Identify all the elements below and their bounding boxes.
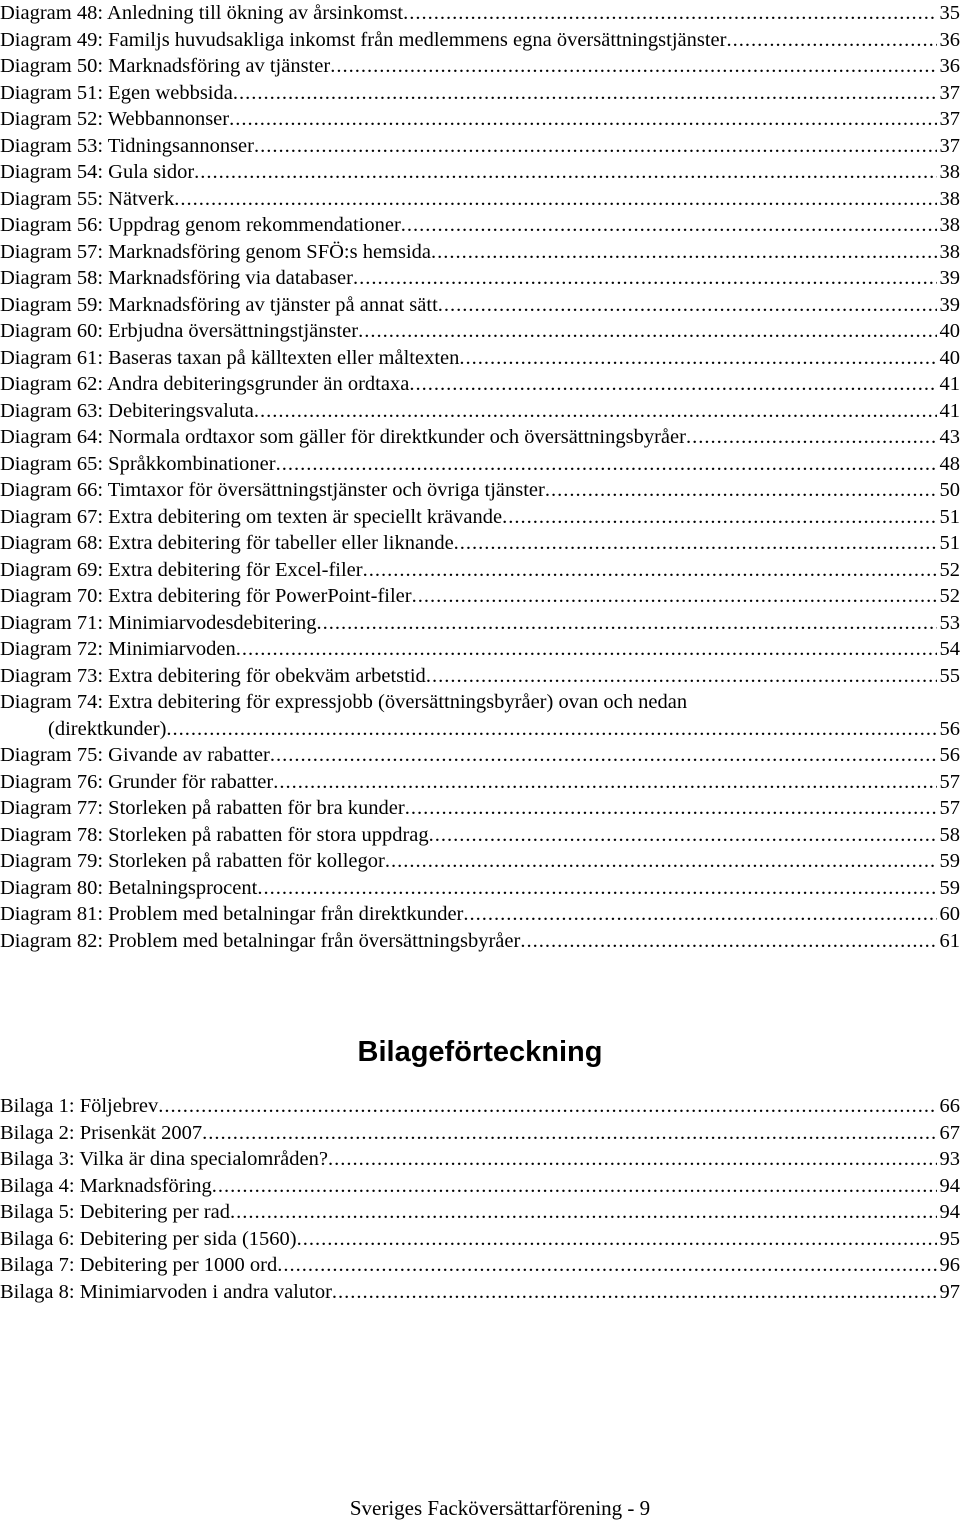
bilaga-entry-page: 97 [939,1280,960,1303]
diagram-entry-page: 41 [939,373,960,395]
dot-leader [459,345,936,372]
dot-leader [686,424,937,451]
diagram-entry-label: Diagram 69: Extra debitering för Excel-filer [0,558,363,581]
diagram-entry-page: 40 [939,346,960,369]
dot-leader [463,901,936,928]
diagram-entry[interactable] [0,451,960,478]
diagram-entry[interactable] [0,663,960,690]
diagram-entry[interactable] [0,901,960,928]
diagram-entry-label: Diagram 78: Storleken på rabatten för stora uppdrag [0,823,429,846]
bilaga-entry-page: 67 [939,1121,960,1144]
bilaga-entry[interactable] [0,1120,960,1147]
diagram-entry-label: Diagram 58: Marknadsföring via databaser [0,267,353,289]
diagram-entry-label: Diagram 56: Uppdrag genom rekommendationer [0,214,401,236]
diagram-entry[interactable] [0,848,960,875]
diagram-entry[interactable] [0,477,960,504]
dot-leader [212,1173,937,1200]
bilaga-entry-page: 94 [939,1174,960,1197]
bilaga-entry[interactable] [0,1226,960,1253]
dot-leader [158,1093,936,1120]
diagram-entry-label: Diagram 76: Grunder för rabatter [0,770,274,793]
diagram-entry-page: 43 [939,426,960,448]
diagram-entry[interactable] [0,0,960,27]
diagram-entry-label: Diagram 60: Erbjudna översättningstjänster [0,320,359,342]
bilaga-entry-page: 95 [939,1227,960,1250]
diagram-entry[interactable] [0,795,960,822]
footer-text: Sveriges Facköversättarförening - 9 [349,1496,651,1520]
diagram-entry-label: Diagram 49: Familjs huvudsakliga inkomst från medlemmens egna översättningstjänster [0,28,727,51]
dot-leader [431,239,936,266]
diagram-entry-label: Diagram 50: Marknadsföring av tjänster [0,55,331,77]
diagram-entry-label: Diagram 51: Egen webbsida [0,81,233,104]
diagram-entry-page: 41 [939,399,960,422]
diagram-entry-page: 35 [939,2,960,24]
dot-leader [405,795,937,822]
dot-leader [297,1226,937,1253]
dot-leader [401,212,937,239]
dot-leader [429,822,937,849]
diagram-entry[interactable] [0,53,960,80]
diagram-entry[interactable] [0,371,960,398]
bilaga-entry-label: Bilaga 5: Debitering per rad [0,1201,230,1223]
diagram-entry-page: 37 [939,134,960,157]
dot-leader [273,769,936,796]
dot-leader [233,80,937,107]
diagram-entry[interactable] [0,106,960,133]
diagram-entry-page: 38 [939,161,960,183]
diagram-entry-page: 51 [939,532,960,554]
diagram-entry-label: Diagram 55: Nätverk [0,187,175,210]
bilaga-entry-page: 93 [939,1148,960,1170]
diagram-entry-page: 40 [939,320,960,342]
diagram-entry-page: 57 [939,770,960,793]
diagram-entry-label: Diagram 62: Andra debiteringsgrunder än ordtaxa [0,373,410,395]
diagram-entry-label: Diagram 48: Anledning till ökning av årsinkomst [0,2,404,24]
bilaga-entry-label: Bilaga 6: Debitering per sida (1560) [0,1227,297,1250]
bilaga-entry-page: 94 [939,1201,960,1223]
diagram-entry-page: 38 [939,214,960,236]
diagram-entry-label: Diagram 59: Marknadsföring av tjänster på annat sätt [0,293,438,316]
diagram-entry-label: Diagram 80: Betalningsprocent [0,876,258,899]
diagram-entry[interactable] [0,239,960,266]
diagram-entry-label: Diagram 77: Storleken på rabatten för bra kunder [0,797,405,819]
dot-leader [230,1199,937,1226]
diagram-entry-label: Diagram 53: Tidningsannonser [0,134,254,157]
dot-leader [174,186,936,213]
diagram-entry-page: 56 [939,744,960,766]
dot-leader [726,27,936,54]
diagram-entry-label: Diagram 68: Extra debitering för tabeller eller liknande [0,532,454,554]
diagram-entry-page: 57 [939,797,960,819]
bilaga-entry-label: Bilaga 2: Prisenkät 2007 [0,1121,203,1144]
diagram-entry-page: 37 [939,81,960,104]
diagram-entry[interactable] [0,398,960,425]
bilaga-entry[interactable] [0,1173,960,1200]
bilaga-entry-page: 66 [939,1095,960,1117]
diagram-entry-page: 52 [939,585,960,607]
dot-leader [545,477,937,504]
diagram-entry-label: Diagram 74: Extra debitering för expressjobb (översättningsbyråer) ovan och nedan [0,691,688,713]
dot-leader [254,398,937,425]
dot-leader [330,53,936,80]
diagram-entry-page: 38 [939,187,960,210]
dot-leader [454,530,937,557]
dot-leader [403,0,936,27]
section-heading: Bilageförteckning [357,1036,603,1069]
diagram-entry-label: Diagram 81: Problem med betalningar från direktkunder [0,903,464,925]
diagram-entry-page: 55 [939,664,960,687]
dot-leader [409,371,936,398]
dot-leader [194,159,936,186]
diagram-entry[interactable] [0,557,960,584]
dot-leader [257,875,936,902]
diagram-entry-page: 39 [939,293,960,316]
dot-leader [229,106,936,133]
diagram-entry-page: 53 [939,611,960,634]
dot-leader [236,636,937,663]
diagram-entry-label: Diagram 73: Extra debitering för obekväm arbetstid [0,664,426,687]
diagram-entry[interactable] [0,742,960,769]
page-footer [0,1494,960,1522]
bilaga-entry-label: Bilaga 8: Minimiarvoden i andra valutor [0,1280,332,1303]
diagram-entry[interactable] [0,212,960,239]
diagram-entry[interactable] [0,424,960,451]
diagram-entry-page: 52 [939,558,960,581]
bilaga-entry[interactable] [0,1199,960,1226]
dot-leader [276,451,937,478]
diagram-entry[interactable] [0,345,960,372]
diagram-entry-page: 48 [939,452,960,475]
diagram-entry-label: Diagram 75: Givande av rabatter [0,744,270,766]
diagram-entry[interactable] [0,292,960,319]
diagram-entry-page: 36 [939,28,960,51]
dot-leader [358,318,936,345]
diagram-entry-label: Diagram 70: Extra debitering för PowerPoint-filer [0,585,412,607]
bilaga-entry[interactable] [0,1252,960,1279]
bilaga-entry-label: Bilaga 4: Marknadsföring [0,1174,212,1197]
appendix-index-list [0,1093,960,1305]
diagram-entry-page: 59 [939,850,960,872]
diagram-entry[interactable] [0,875,960,902]
dot-leader [277,1252,936,1279]
dot-leader [166,716,936,743]
diagram-entry[interactable] [0,80,960,107]
diagram-entry-page: 39 [939,267,960,289]
diagram-entry-label: Diagram 82: Problem med betalningar från översättningsbyråer [0,929,521,952]
diagram-entry-page: 61 [939,929,960,952]
diagram-entry[interactable] [0,583,960,610]
diagram-entry-page: 51 [939,505,960,528]
diagram-entry-page: 54 [939,638,960,660]
diagram-entry-label: Diagram 66: Timtaxor för översättningstjänster och övriga tjänster [0,479,545,501]
diagram-entry-label: Diagram 57: Marknadsföring genom SFÖ:s hemsida [0,240,432,263]
dot-leader [270,742,937,769]
diagram-entry[interactable] [0,928,960,955]
dot-leader [438,292,937,319]
diagram-entry-label: Diagram 64: Normala ordtaxor som gäller för direktkunder och översättningsbyråer [0,426,686,448]
dot-leader [502,504,936,531]
diagram-entry-page: 59 [939,876,960,899]
dot-leader [363,557,937,584]
diagram-entry-page: 56 [939,717,960,740]
bilaga-entry[interactable] [0,1279,960,1306]
dot-leader [385,848,937,875]
bilaga-entry-label: Bilaga 7: Debitering per 1000 ord [0,1254,278,1276]
diagram-entry-page: 36 [939,55,960,77]
diagram-entry-page: 60 [939,903,960,925]
diagram-entry[interactable] [0,265,960,292]
diagram-entry-page: 58 [939,823,960,846]
diagram-entry-label: Diagram 61: Baseras taxan på källtexten eller måltexten [0,346,460,369]
dot-leader [332,1279,937,1306]
diagram-entry-label: Diagram 72: Minimiarvoden [0,638,236,660]
dot-leader [254,133,937,160]
diagram-entry[interactable] [0,504,960,531]
diagram-entry[interactable] [0,822,960,849]
diagram-entry[interactable] [0,133,960,160]
diagram-entry[interactable] [0,159,960,186]
dot-leader [520,928,936,955]
diagram-entry-label: Diagram 71: Minimiarvodesdebitering [0,611,317,634]
diagram-entry-page: 50 [939,479,960,501]
diagram-entry-label: Diagram 54: Gula sidor [0,161,195,183]
diagram-entry-label: Diagram 65: Språkkombinationer [0,452,276,475]
diagram-entry-label: Diagram 67: Extra debitering om texten är speciellt krävande [0,505,503,528]
bilaga-entry-label: Bilaga 3: Vilka är dina specialområden? [0,1148,328,1170]
dot-leader [328,1146,937,1173]
bilaga-entry[interactable] [0,1093,960,1120]
dot-leader [412,583,937,610]
dot-leader [317,610,937,637]
diagram-entry[interactable] [0,27,960,54]
dot-leader [353,265,937,292]
diagram-entry[interactable] [0,689,960,742]
diagram-entry-label: Diagram 52: Webbannonser [0,108,230,130]
diagram-entry[interactable] [0,769,960,796]
diagram-entry-page: 37 [939,108,960,130]
bilaga-entry[interactable] [0,1146,960,1173]
diagram-entry[interactable] [0,530,960,557]
dot-leader [426,663,937,690]
diagram-entry-label: Diagram 79: Storleken på rabatten för kollegor [0,850,385,872]
bilaga-entry-label: Bilaga 1: Följebrev [0,1095,159,1117]
diagram-entry[interactable] [0,186,960,213]
diagram-entry[interactable] [0,610,960,637]
diagram-entry[interactable] [0,636,960,663]
diagram-entry-page: 38 [939,240,960,263]
bilaga-entry-page: 96 [939,1254,960,1276]
diagram-entry-label-continued: (direktkunder) [48,717,167,740]
dot-leader [202,1120,936,1147]
diagram-entry-label: Diagram 63: Debiteringsvaluta [0,399,254,422]
diagram-entry[interactable] [0,318,960,345]
